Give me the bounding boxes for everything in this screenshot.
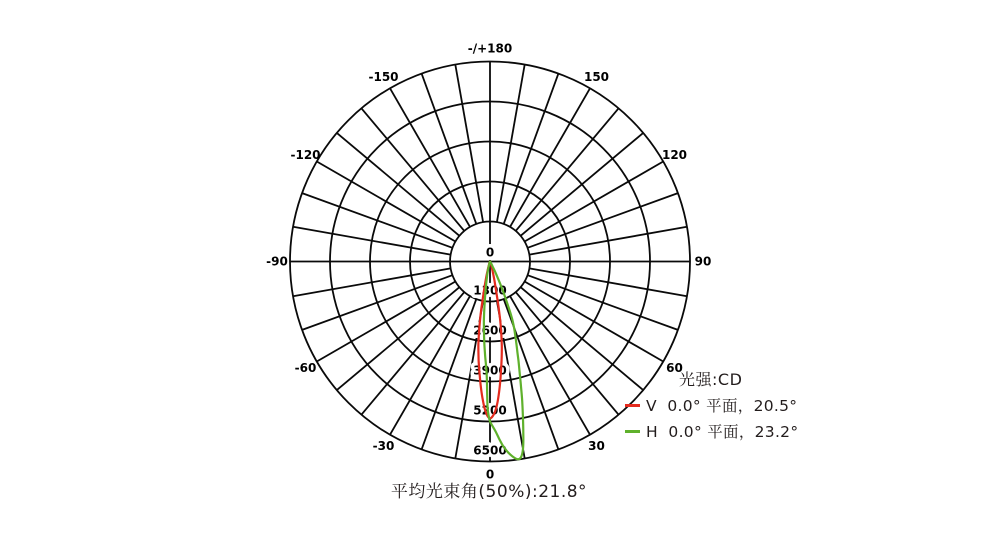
legend-label-v: V 0.0° 平面，20.5° [646,397,798,415]
legend-label-h: H 0.0° 平面，23.2° [646,423,799,441]
legend [625,370,798,442]
ring-value-label: 6500 [473,443,507,458]
legend-item-h [625,420,798,442]
center-value-label: 0 [485,245,495,260]
angle-label-120: 120 [661,148,688,163]
angle-label-60: -60 [294,361,317,376]
ring-value-label: 5200 [473,403,507,418]
legend-item-v [625,394,798,416]
angle-label-90: -90 [266,254,288,269]
legend-title: 光强:CD [679,370,743,389]
ring-value-label: 1300 [473,283,507,298]
angle-label-30: -30 [372,439,395,454]
angle-label-30: 30 [588,439,605,454]
beam-angle-caption: 平均光束角(50%):21.8° [390,482,588,502]
angle-label-0: 0 [485,467,495,482]
angle-label-150: 150 [583,70,610,85]
legend-dash-icon-h [625,430,640,433]
ring-value-label: 3900 [473,363,507,378]
angle-label-120: -120 [290,148,321,163]
angle-label-150: -150 [368,70,399,85]
angle-label-90: 90 [694,254,712,269]
angle-label-60: 60 [666,361,683,376]
legend-dash-icon-v [625,404,640,407]
angle-label-180: -/+180 [467,41,513,56]
ring-value-label: 2600 [473,323,507,338]
